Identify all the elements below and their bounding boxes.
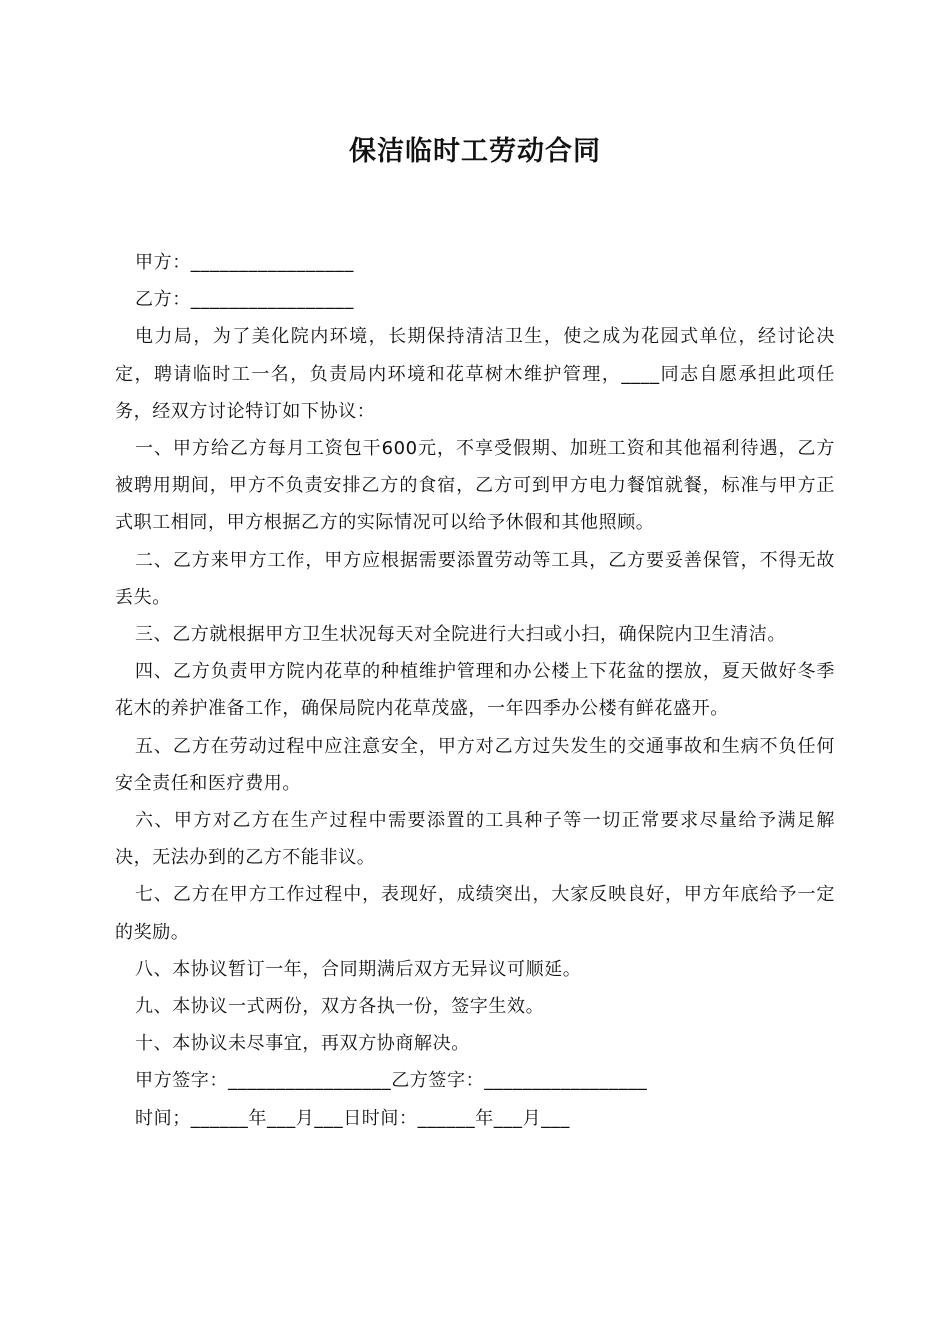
clause-5: 五、乙方在劳动过程中应注意安全，甲方对乙方过失发生的交通事故和生病不负任何安全责任和医疗费用。 bbox=[115, 735, 835, 794]
clause-3: 三、乙方就根据甲方卫生状况每天对全院进行大扫或小扫，确保院内卫生清洁。 bbox=[135, 624, 786, 646]
clause-8: 八、本协议暂订一年，合同期满后双方无异议可顺延。 bbox=[135, 958, 582, 980]
clause-7: 七、乙方在甲方工作过程中，表现好，成绩突出，大家反映良好，甲方年底给予一定的奖励。 bbox=[115, 884, 835, 943]
document-body bbox=[115, 244, 835, 1137]
clause-1: 一、甲方给乙方每月工资包干600元，不享受假期、加班工资和其他福利待遇，乙方被聘用期间，甲方不负责安排乙方的食宿，乙方可到甲方电力餐馆就餐，标准与甲方正式职工相同，甲方根据乙方的实际情况可以给予休假和其他照顾。 bbox=[115, 438, 835, 534]
date-line: 时间；______年___月___日时间：______年___月___ bbox=[135, 1107, 570, 1129]
clause-6: 六、甲方对乙方在生产过程中需要添置的工具种子等一切正常要求尽量给予满足解决，无法办到的乙方不能非议。 bbox=[115, 810, 835, 869]
party-b-line: 乙方：_________________ bbox=[135, 289, 354, 311]
clause-4: 四、乙方负责甲方院内花草的种植维护管理和办公楼上下花盆的摆放，夏天做好冬季花木的养护准备工作，确保局院内花草茂盛，一年四季办公楼有鲜花盛开。 bbox=[115, 661, 835, 720]
party-a-line: 甲方：_________________ bbox=[135, 252, 354, 273]
clause-10: 十、本协议未尽事宜，再双方协商解决。 bbox=[135, 1033, 470, 1055]
clause-9: 九、本协议一式两份，双方各执一份，签字生效。 bbox=[135, 996, 545, 1018]
intro-paragraph: 电力局，为了美化院内环境，长期保持清洁卫生，使之成为花园式单位，经讨论决定，聘请临时工一名，负责局内环境和花草树木维护管理，____同志自愿承担此项任务，经双方讨论特订如下协议： bbox=[115, 326, 835, 422]
signature-line: 甲方签字：_________________乙方签字：_________________ bbox=[135, 1070, 648, 1092]
document-title: 保洁临时工劳动合同 bbox=[349, 136, 601, 167]
clause-2: 二、乙方来甲方工作，甲方应根据需要添置劳动等工具，乙方要妥善保管，不得无故丢失。 bbox=[115, 549, 835, 608]
